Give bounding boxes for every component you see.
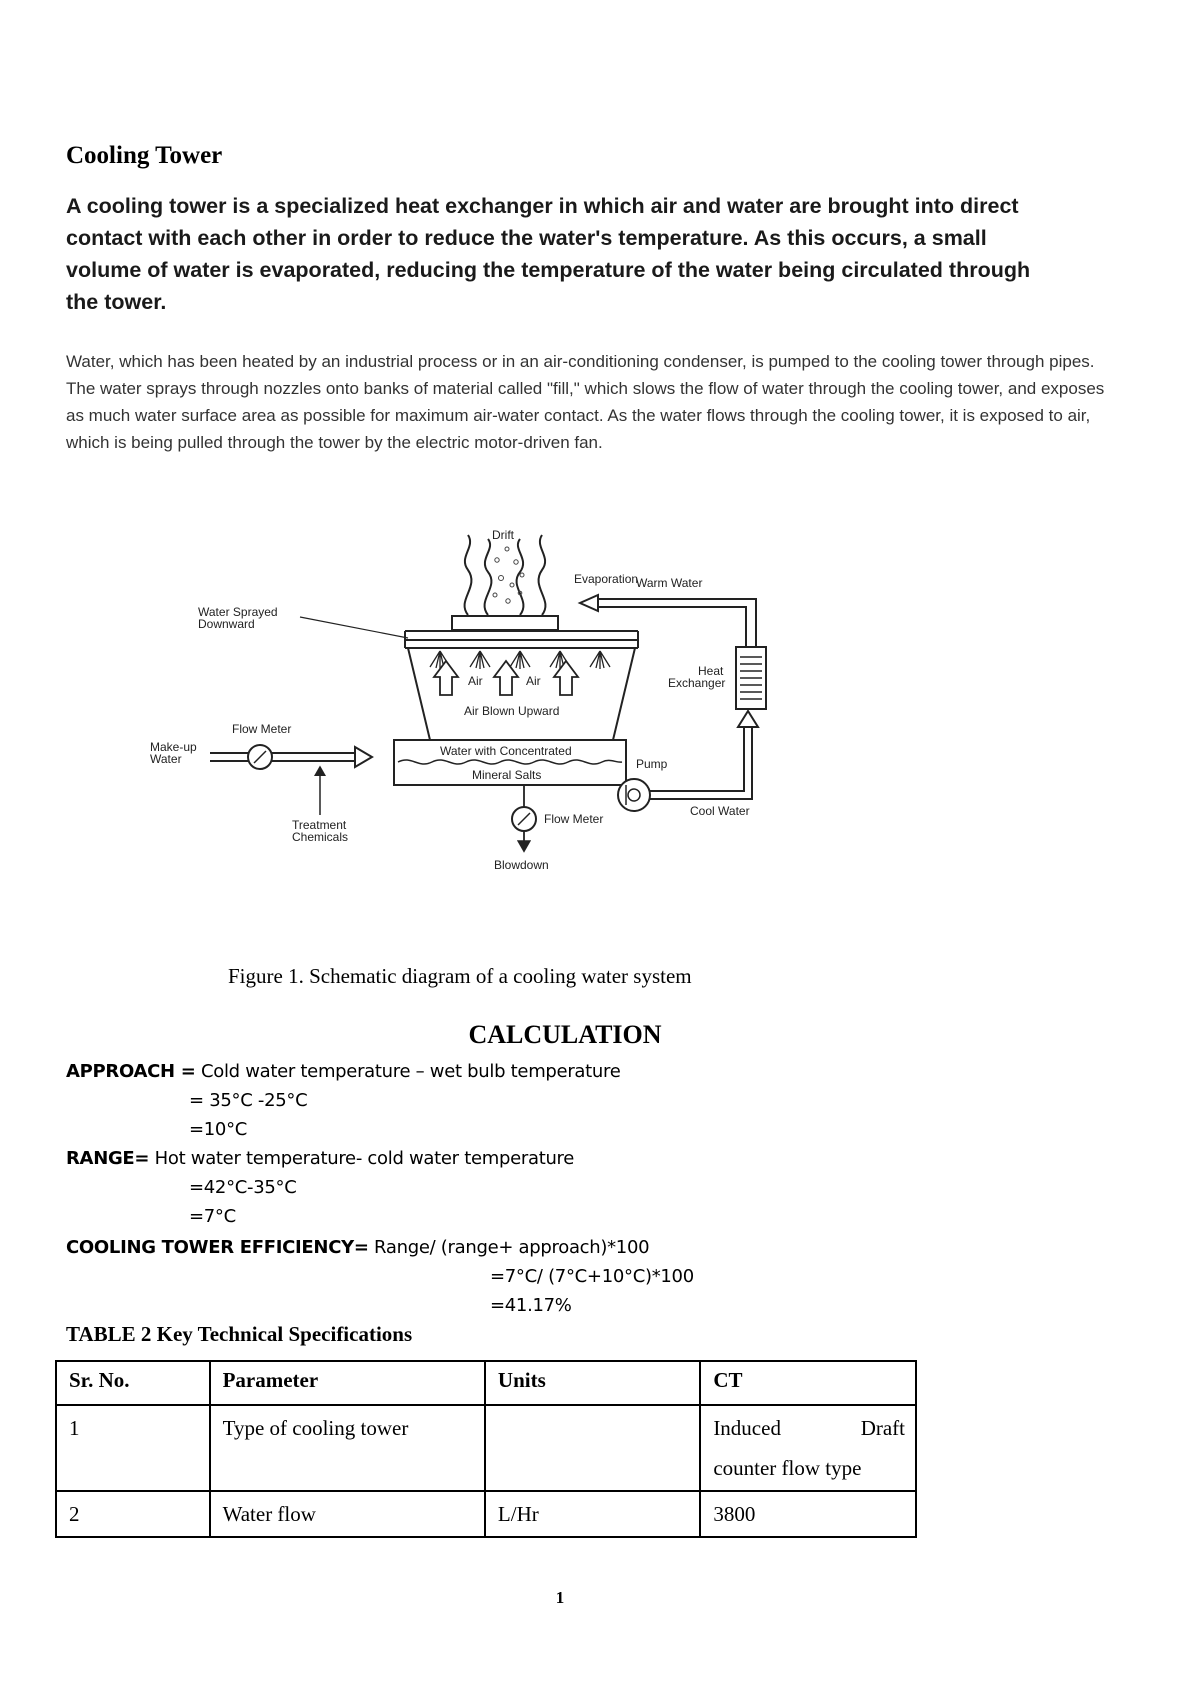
pump-label: Pump bbox=[636, 757, 668, 771]
evaporation-label: Evaporation bbox=[574, 572, 639, 586]
document-title: Cooling Tower bbox=[66, 142, 223, 169]
flow-meter-bottom-label: Flow Meter bbox=[544, 812, 604, 826]
header-ct: CT bbox=[700, 1361, 916, 1405]
basin-label-1: Water with Concentrated bbox=[440, 744, 572, 758]
range-result: =7°C bbox=[189, 1206, 236, 1227]
header-parameter: Parameter bbox=[210, 1361, 485, 1405]
water-sprayed-label-2: Downward bbox=[198, 617, 255, 631]
lead-paragraph: A cooling tower is a specialized heat exchanger in which air and water are brought into direct contact with each other in order to reduce the water's temperature. As this occurs, a small volume of water is evaporated, reducing the temperature of the water being circulated through the tower. bbox=[66, 194, 1031, 314]
air-label-2: Air bbox=[526, 674, 541, 688]
efficiency-result: =41.17% bbox=[490, 1295, 572, 1316]
approach-label: APPROACH = bbox=[66, 1061, 196, 1082]
cell-ct bbox=[700, 1405, 916, 1491]
cell-units: L/Hr bbox=[485, 1491, 700, 1537]
cooling-water-system-diagram bbox=[150, 525, 850, 917]
cell-ct-part-a: Induced bbox=[713, 1416, 781, 1440]
range-step: =42°C-35°C bbox=[189, 1177, 297, 1198]
make-up-water-label-1: Make-up bbox=[150, 740, 197, 754]
flow-meter-left-label: Flow Meter bbox=[232, 722, 292, 736]
cell-sr-no: 1 bbox=[56, 1405, 210, 1491]
cell-ct-part-b: Draft bbox=[860, 1416, 905, 1440]
fan-stack bbox=[452, 616, 558, 630]
heat-exchanger-label-2: Exchanger bbox=[668, 676, 726, 690]
spray-nozzles bbox=[430, 651, 610, 669]
approach-line bbox=[66, 1060, 621, 1084]
make-up-water-line bbox=[210, 747, 372, 767]
page-number: 1 bbox=[555, 1588, 565, 1607]
drift-droplets bbox=[493, 547, 524, 603]
calculation-heading: CALCULATION bbox=[468, 1020, 662, 1049]
treatment-chemicals-label-2: Chemicals bbox=[292, 830, 349, 844]
body-paragraph: Water, which has been heated by an industrial process or in an air-conditioning condenser, is pumped to the cooling tower through pipes. The water sprays through nozzles onto banks of material called "fill," which slows the flow of water through the cooling tower, and exposes as much water surface area as possible for maximum air-water contact. As the water flows through the cooling tower, it is exposed to air, which is being pulled through the tower by the electric motor-driven fan. bbox=[66, 352, 1105, 452]
efficiency-step: =7°C/ (7°C+10°C)*100 bbox=[490, 1266, 694, 1287]
efficiency-formula: Range/ (range+ approach)*100 bbox=[368, 1237, 650, 1258]
table-title: TABLE 2 Key Technical Specifications bbox=[66, 1322, 413, 1346]
specifications-table bbox=[55, 1360, 917, 1538]
evaporation-lines bbox=[465, 535, 546, 615]
blowdown-label: Blowdown bbox=[494, 858, 549, 872]
water-sprayed-label-1: Water Sprayed bbox=[198, 605, 278, 619]
header-sr-no: Sr. No. bbox=[56, 1361, 210, 1405]
approach-result: =10°C bbox=[189, 1119, 248, 1140]
efficiency-line bbox=[66, 1236, 649, 1260]
range-label: RANGE= bbox=[66, 1148, 150, 1169]
warm-water-label: Warm Water bbox=[636, 576, 703, 590]
approach-formula: Cold water temperature – wet bulb temperature bbox=[195, 1061, 621, 1082]
cell-units bbox=[485, 1405, 700, 1491]
water-sprayed-pointer bbox=[300, 617, 408, 638]
figure-caption: Figure 1. Schematic diagram of a cooling water system bbox=[228, 964, 692, 988]
pump bbox=[618, 779, 650, 811]
range-line bbox=[66, 1147, 574, 1171]
table-row bbox=[56, 1405, 916, 1491]
heat-exchanger-label-1: Heat bbox=[698, 664, 724, 678]
approach-step: = 35°C -25°C bbox=[189, 1090, 308, 1111]
treatment-chemicals-label-1: Treatment bbox=[292, 818, 347, 832]
cell-parameter: Type of cooling tower bbox=[210, 1405, 485, 1491]
air-blown-upward-label: Air Blown Upward bbox=[464, 704, 560, 718]
air-label-1: Air bbox=[468, 674, 483, 688]
table-header-row bbox=[56, 1361, 916, 1405]
basin-label-2: Mineral Salts bbox=[472, 768, 542, 782]
efficiency-label: COOLING TOWER EFFICIENCY= bbox=[66, 1237, 369, 1258]
cell-ct: 3800 bbox=[700, 1491, 916, 1537]
cell-ct-part-c: counter flow type bbox=[713, 1456, 862, 1480]
cell-sr-no: 2 bbox=[56, 1491, 210, 1537]
header-units: Units bbox=[485, 1361, 700, 1405]
cool-water-line bbox=[650, 711, 758, 799]
cool-water-label: Cool Water bbox=[690, 804, 750, 818]
drift-label: Drift bbox=[492, 528, 514, 542]
cell-parameter: Water flow bbox=[210, 1491, 485, 1537]
table-row bbox=[56, 1491, 916, 1537]
range-formula: Hot water temperature- cold water temperature bbox=[149, 1148, 575, 1169]
make-up-water-label-2: Water bbox=[150, 752, 182, 766]
